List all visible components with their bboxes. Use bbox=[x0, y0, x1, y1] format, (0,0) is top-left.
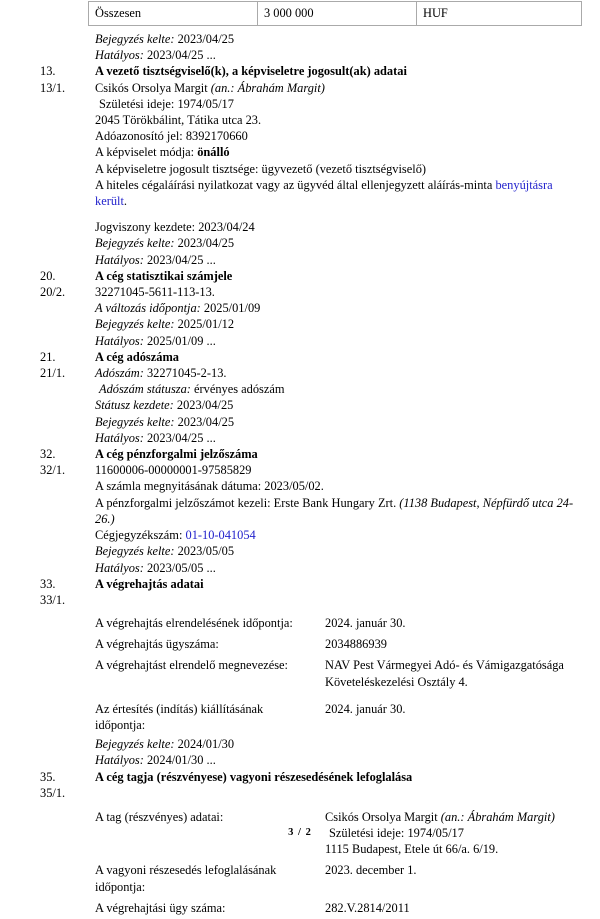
entry-number: 21/1. bbox=[40, 366, 66, 381]
intro-meta-block bbox=[0, 31, 600, 63]
company-registry-number-link[interactable]: 01-10-041054 bbox=[185, 528, 256, 543]
section-13-heading bbox=[0, 63, 600, 79]
section-title: A végrehajtás adatai bbox=[95, 576, 204, 591]
field-value: 2024. január 30. bbox=[325, 701, 406, 716]
change-date-value: 2025/01/09 bbox=[203, 301, 261, 316]
effective-date-value: 2023/05/05 ... bbox=[146, 560, 216, 575]
entry-number: 33/1. bbox=[40, 592, 66, 607]
account-handler-text: A pénzforgalmi jelzőszámot kezeli: Erste Bank Hungary Zrt. bbox=[95, 495, 397, 510]
signature-specimen-line bbox=[95, 177, 586, 209]
section-number: 35. bbox=[40, 769, 56, 784]
officer-tax-id-line: Adóazonosító jel: 8392170660 bbox=[95, 129, 248, 144]
effective-date-line bbox=[95, 333, 586, 349]
status-start-value: 2023/04/25 bbox=[176, 398, 234, 413]
registration-date-label: Bejegyzés kelte: bbox=[95, 544, 175, 559]
entry-number: 35/1. bbox=[40, 785, 66, 800]
registration-date-line bbox=[95, 543, 586, 559]
officer-mother-name: (an.: Ábrahám Margit) bbox=[210, 80, 325, 95]
summary-currency-cell: HUF bbox=[417, 2, 582, 26]
blank-line-spacer bbox=[95, 592, 586, 613]
officer-name: Csikós Orsolya Margit bbox=[95, 80, 208, 95]
effective-date-value: 2023/04/25 ... bbox=[146, 252, 216, 267]
representation-mode-label: A képviselet módja: bbox=[95, 145, 195, 160]
effective-date-label: Hatályos: bbox=[95, 48, 144, 63]
execution-case-number-row bbox=[95, 634, 586, 655]
page-number: 3 / 2 bbox=[288, 826, 312, 838]
member-name-line bbox=[325, 809, 586, 825]
blank-line-spacer bbox=[95, 209, 586, 219]
field-value: 282.V.2814/2011 bbox=[325, 900, 410, 915]
seizure-date-row bbox=[95, 860, 586, 897]
registration-date-value: 2025/01/12 bbox=[177, 317, 235, 332]
summary-total-label-cell: Összesen bbox=[89, 2, 258, 26]
effective-date-label: Hatályos: bbox=[95, 430, 144, 445]
effective-date-line bbox=[95, 752, 586, 768]
field-label: A tag (részvényes) adatai: bbox=[95, 809, 224, 824]
registration-date-value: 2023/04/25 bbox=[177, 32, 235, 46]
effective-date-line bbox=[95, 47, 586, 63]
field-label: A végrehajtási ügy száma: bbox=[95, 900, 226, 915]
effective-date-line bbox=[95, 430, 586, 446]
registration-date-line bbox=[95, 414, 586, 430]
section-20-2-entry bbox=[0, 284, 600, 349]
effective-date-value: 2024/01/30 ... bbox=[146, 753, 216, 768]
signature-sentence-period: . bbox=[123, 194, 128, 209]
section-33-heading bbox=[0, 576, 600, 592]
registry-number-line bbox=[95, 527, 586, 543]
effective-date-value: 2023/04/25 ... bbox=[146, 430, 216, 445]
section-number: 33. bbox=[40, 576, 56, 591]
registration-date-line bbox=[95, 235, 586, 251]
tax-status-label: Adószám státusza: bbox=[99, 382, 191, 397]
account-open-date-line: A számla megnyitásának dátuma: 2023/05/02. bbox=[95, 479, 324, 494]
section-title: A cég pénzforgalmi jelzőszáma bbox=[95, 447, 258, 462]
account-handler-line bbox=[95, 495, 586, 527]
section-title: A cég tagja (részvényese) vagyoni részesedésének lefoglalása bbox=[95, 769, 413, 784]
bank-account-number-line: 11600006-00000001-97585829 bbox=[95, 463, 252, 478]
member-mother-name: (an.: Ábrahám Margit) bbox=[440, 809, 555, 824]
registration-date-value: 2024/01/30 bbox=[177, 737, 235, 752]
effective-date-label: Hatályos: bbox=[95, 560, 144, 575]
section-title: A cég adószáma bbox=[95, 349, 179, 364]
entry-number: 13/1. bbox=[40, 80, 66, 95]
signature-submitted-link[interactable]: benyújtásra került bbox=[95, 177, 553, 209]
registration-date-value: 2023/05/05 bbox=[177, 544, 235, 559]
section-35-heading bbox=[0, 769, 600, 785]
effective-date-label: Hatályos: bbox=[95, 753, 144, 768]
officer-birth-date-line: Születési ideje: 1974/05/17 bbox=[99, 96, 234, 111]
effective-date-line bbox=[95, 560, 586, 576]
effective-date-line bbox=[95, 252, 586, 268]
status-start-label: Státusz kezdete: bbox=[95, 398, 174, 413]
field-value: 2024. január 30. bbox=[325, 615, 406, 630]
entry-number: 20/2. bbox=[40, 285, 66, 300]
field-value: 2023. december 1. bbox=[325, 863, 417, 878]
registration-date-line bbox=[95, 316, 586, 332]
registration-date-label: Bejegyzés kelte: bbox=[95, 317, 175, 332]
account-handler-address: (1138 Budapest, Népfürdő utca 24-26.) bbox=[95, 495, 574, 526]
table-row bbox=[89, 2, 582, 26]
section-21-1-entry bbox=[0, 365, 600, 446]
section-32-heading bbox=[0, 446, 600, 462]
relation-start-line: Jogviszony kezdete: 2023/04/24 bbox=[95, 220, 255, 235]
section-20-heading bbox=[0, 268, 600, 284]
representation-mode-line bbox=[95, 144, 586, 160]
section-title: A vezető tisztségviselő(k), a képviseletre jogosult(ak) adatai bbox=[95, 64, 407, 79]
section-number: 20. bbox=[40, 268, 56, 283]
field-value: 2034886939 bbox=[325, 637, 387, 652]
tax-number-label: Adószám: bbox=[95, 366, 144, 381]
summary-amount-cell: 3 000 000 bbox=[258, 2, 417, 26]
notification-issue-date-row bbox=[95, 699, 586, 736]
effective-date-label: Hatályos: bbox=[95, 252, 144, 267]
member-birth-date-line: Születési ideje: 1974/05/17 bbox=[329, 825, 464, 840]
registration-date-label: Bejegyzés kelte: bbox=[95, 737, 175, 752]
field-label: A végrehajtást elrendelő megnevezése: bbox=[95, 658, 288, 673]
blank-line-spacer bbox=[95, 785, 586, 807]
effective-date-label: Hatályos: bbox=[95, 333, 144, 348]
tax-number-value: 32271045-2-13. bbox=[146, 366, 227, 381]
effective-date-value: 2023/04/25 ... bbox=[146, 48, 216, 63]
capital-summary-table bbox=[88, 1, 582, 26]
section-number: 21. bbox=[40, 349, 56, 364]
registration-date-label: Bejegyzés kelte: bbox=[95, 236, 175, 251]
section-13-1-entry bbox=[0, 80, 600, 268]
section-32-1-entry bbox=[0, 462, 600, 575]
change-date-label: A változás időpontja: bbox=[95, 301, 201, 316]
section-33-1-entry bbox=[0, 592, 600, 769]
registration-date-label: Bejegyzés kelte: bbox=[95, 414, 175, 429]
registration-date-value: 2023/04/25 bbox=[177, 236, 235, 251]
section-title: A cég statisztikai számjele bbox=[95, 268, 233, 283]
member-name: Csikós Orsolya Margit bbox=[325, 809, 438, 824]
registration-date-label: Bejegyzés kelte: bbox=[95, 32, 175, 46]
officer-address-line: 2045 Törökbálint, Tátika utca 23. bbox=[95, 113, 262, 128]
field-label: A vagyoni részesedés lefoglalásának időpontja: bbox=[95, 863, 277, 894]
registration-date-line bbox=[95, 31, 586, 47]
effective-date-value: 2025/01/09 ... bbox=[146, 333, 216, 348]
section-35-1-entry bbox=[0, 785, 600, 919]
registration-date-value: 2023/04/25 bbox=[177, 414, 235, 429]
officer-name-line bbox=[95, 80, 586, 96]
field-label: A végrehajtás ügyszáma: bbox=[95, 637, 219, 652]
field-label: Az értesítés (indítás) kiállításának időpontja: bbox=[95, 701, 264, 732]
execution-authority-row bbox=[95, 655, 586, 692]
section-21-heading bbox=[0, 349, 600, 365]
tax-status-line bbox=[95, 381, 586, 397]
signature-specimen-text: A hiteles cégaláírási nyilatkozat vagy az ügyvéd által ellenjegyzett aláírás-minta bbox=[95, 177, 493, 192]
member-address-line: 1115 Budapest, Etele út 66/a. 6/19. bbox=[325, 842, 499, 857]
officer-position-line: A képviseletre jogosult tisztsége: ügyvezető (vezető tisztségviselő) bbox=[95, 161, 427, 176]
registration-date-line bbox=[95, 736, 586, 752]
field-label: A végrehajtás elrendelésének időpontja: bbox=[95, 615, 293, 630]
section-number: 13. bbox=[40, 64, 56, 79]
tax-number-line bbox=[95, 365, 586, 381]
status-start-line bbox=[95, 397, 586, 413]
section-number: 32. bbox=[40, 447, 56, 462]
field-value: NAV Pest Vármegyei Adó- és Vámigazgatósága Követeléskezelési Osztály 4. bbox=[325, 658, 564, 689]
registry-number-label: Cégjegyzékszám: bbox=[95, 528, 183, 543]
entry-number: 32/1. bbox=[40, 463, 66, 478]
change-date-line bbox=[95, 300, 586, 316]
representation-mode-value: önálló bbox=[197, 145, 230, 160]
execution-case-row bbox=[95, 898, 586, 919]
execution-order-date-row bbox=[95, 613, 586, 634]
tax-status-value: érvényes adószám bbox=[194, 382, 285, 397]
statistical-number-line: 32271045-5611-113-13. bbox=[95, 285, 215, 300]
